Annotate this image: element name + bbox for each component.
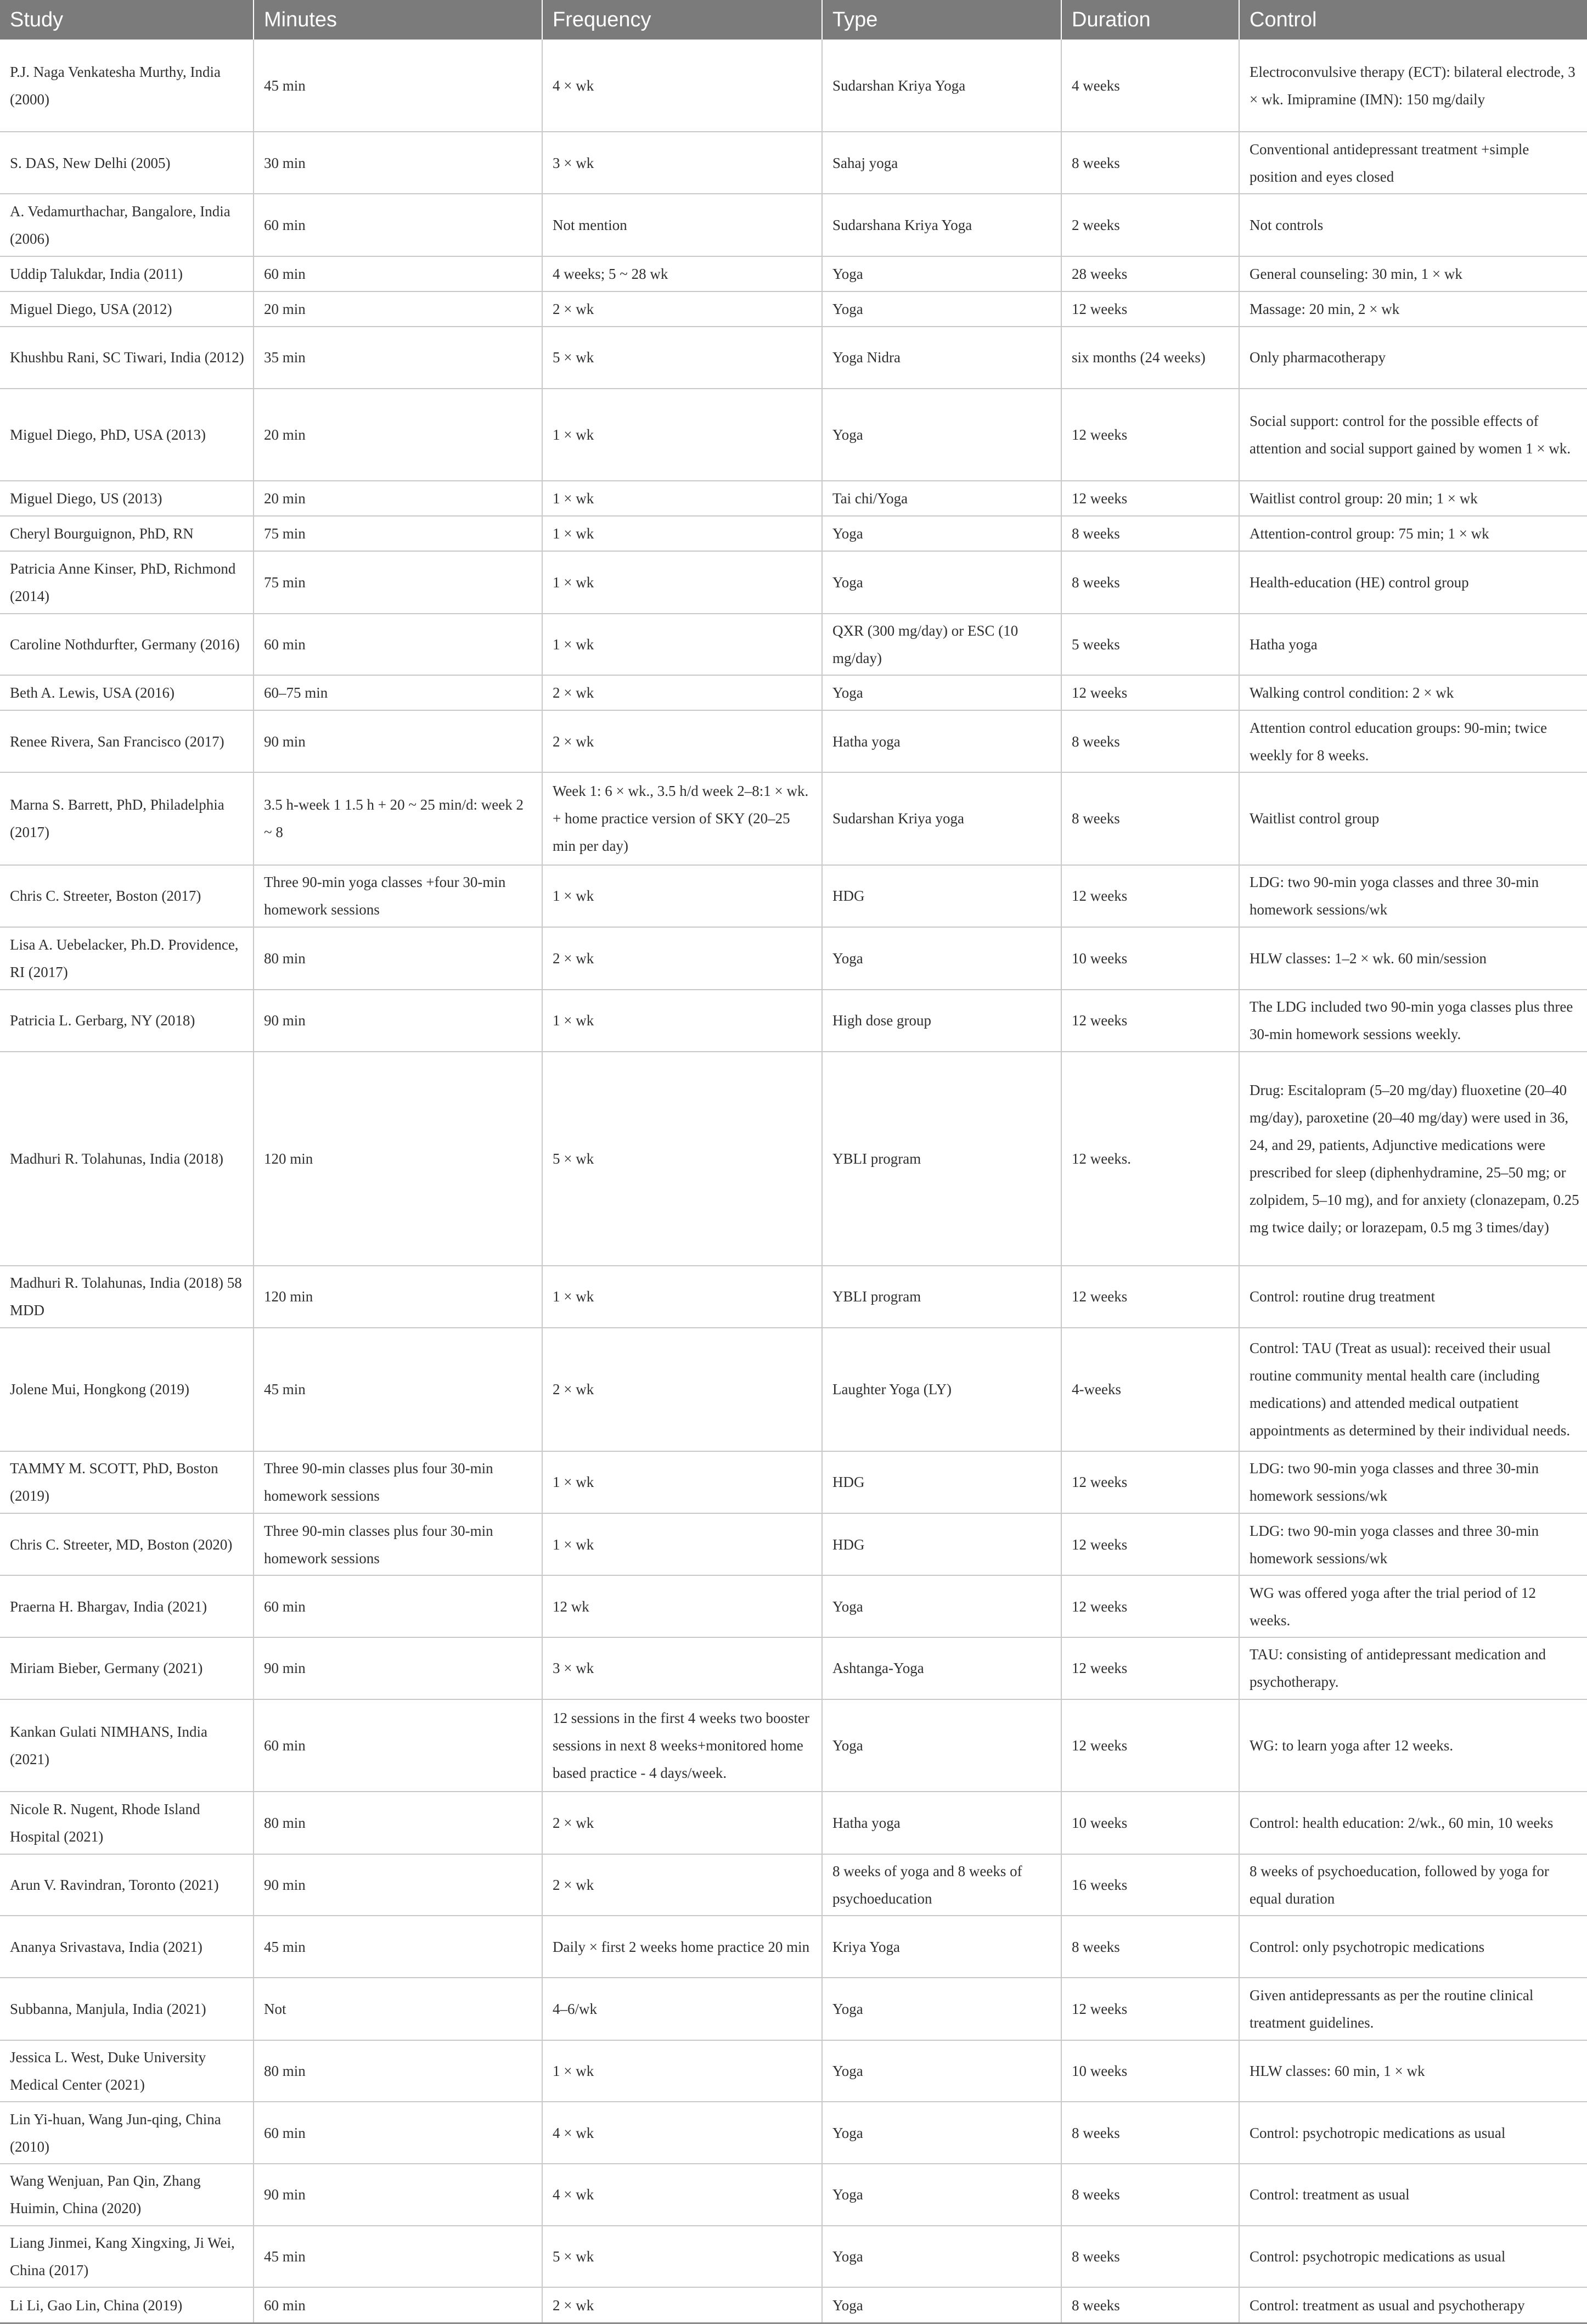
study-cell: Uddip Talukdar, India (2011) [0,256,254,291]
control-cell: The LDG included two 90-min yoga classes plus three 30-min homework sessions weekly. [1239,990,1587,1052]
minutes-header: Minutes [254,0,542,40]
table-row [0,389,1587,481]
table-row [0,2164,1587,2226]
duration-cell: 8 weeks [1061,516,1239,551]
study-cell: Beth A. Lewis, USA (2016) [0,675,254,710]
study-cell: Lisa A. Uebelacker, Ph.D. Providence, RI (2017) [0,927,254,990]
frequency-cell: 5 × wk [542,2226,822,2288]
control-cell: Control: only psychotropic medications [1239,1916,1587,1978]
frequency-cell: 1 × wk [542,516,822,551]
study-cell: Madhuri R. Tolahunas, India (2018) [0,1052,254,1266]
control-cell: Control: TAU (Treat as usual): received their usual routine community mental health care (including medications) and attended medical outpatient appointments as determined by their individual needs. [1239,1328,1587,1451]
study-cell: Patricia Anne Kinser, PhD, Richmond (2014) [0,551,254,614]
study-cell: Renee Rivera, San Francisco (2017) [0,710,254,772]
study-cell: Kankan Gulati NIMHANS, India (2021) [0,1699,254,1792]
control-cell: Massage: 20 min, 2 × wk [1239,291,1587,327]
frequency-cell: 1 × wk [542,2040,822,2102]
duration-cell: 12 weeks [1061,389,1239,481]
duration-cell: 8 weeks [1061,2164,1239,2226]
type-cell: Sudarshan Kriya Yoga [822,40,1061,132]
type-cell: QXR (300 mg/day) or ESC (10 mg/day) [822,614,1061,676]
control-cell: Control: treatment as usual [1239,2164,1587,2226]
table-row [0,194,1587,256]
control-cell: Control: treatment as usual and psychotherapy [1239,2287,1587,2323]
study-cell: Liang Jinmei, Kang Xingxing, Ji Wei, China (2017) [0,2226,254,2288]
minutes-cell: 80 min [254,1792,542,1854]
frequency-cell: 4–6/wk [542,1978,822,2040]
duration-cell: 8 weeks [1061,2226,1239,2288]
table-row [0,1513,1587,1576]
type-cell: HDG [822,1451,1061,1513]
minutes-cell: 60 min [254,194,542,256]
frequency-cell: 2 × wk [542,291,822,327]
table-row [0,40,1587,132]
study-cell: Miguel Diego, PhD, USA (2013) [0,389,254,481]
frequency-cell: 4 × wk [542,2164,822,2226]
type-cell: Yoga [822,291,1061,327]
minutes-cell: 120 min [254,1266,542,1328]
minutes-cell: 60 min [254,1699,542,1792]
frequency-cell: 5 × wk [542,1052,822,1266]
minutes-cell: 60 min [254,256,542,291]
frequency-cell: Week 1: 6 × wk., 3.5 h/d week 2–8:1 × wk. + home practice version of SKY (20–25 min per day) [542,772,822,865]
type-cell: Yoga [822,1978,1061,2040]
frequency-cell: 1 × wk [542,389,822,481]
type-cell: Yoga [822,927,1061,990]
minutes-cell: 90 min [254,1854,542,1916]
minutes-cell: 45 min [254,40,542,132]
table-row [0,256,1587,291]
duration-cell: 8 weeks [1061,2102,1239,2164]
study-cell: TAMMY M. SCOTT, PhD, Boston (2019) [0,1451,254,1513]
minutes-cell: 20 min [254,389,542,481]
control-cell: Walking control condition: 2 × wk [1239,675,1587,710]
minutes-cell: 80 min [254,927,542,990]
study-cell: Chris C. Streeter, MD, Boston (2020) [0,1513,254,1576]
frequency-cell: 2 × wk [542,1328,822,1451]
table-row [0,865,1587,928]
control-cell: Given antidepressants as per the routine clinical treatment guidelines. [1239,1978,1587,2040]
study-cell: Jessica L. West, Duke University Medical Center (2021) [0,2040,254,2102]
control-cell: Health-education (HE) control group [1239,551,1587,614]
duration-cell: 12 weeks [1061,1513,1239,1576]
type-cell: Ashtanga-Yoga [822,1637,1061,1699]
type-cell: Yoga [822,389,1061,481]
duration-cell: 8 weeks [1061,2287,1239,2323]
type-cell: Hatha yoga [822,1792,1061,1854]
type-cell: Sahaj yoga [822,132,1061,194]
study-cell: Miguel Diego, USA (2012) [0,291,254,327]
frequency-cell: 1 × wk [542,990,822,1052]
duration-cell: 4 weeks [1061,40,1239,132]
frequency-cell: 1 × wk [542,865,822,928]
table-row [0,551,1587,614]
type-cell: Yoga [822,2164,1061,2226]
control-header: Control [1239,0,1587,40]
type-cell: 8 weeks of yoga and 8 weeks of psychoeducation [822,1854,1061,1916]
study-cell: Miriam Bieber, Germany (2021) [0,1637,254,1699]
control-cell: 8 weeks of psychoeducation, followed by yoga for equal duration [1239,1854,1587,1916]
minutes-cell: Three 90-min yoga classes +four 30-min homework sessions [254,865,542,928]
control-cell: Attention control education groups: 90-min; twice weekly for 8 weeks. [1239,710,1587,772]
duration-cell: 10 weeks [1061,927,1239,990]
duration-cell: 12 weeks [1061,675,1239,710]
control-cell: WG: to learn yoga after 12 weeks. [1239,1699,1587,1792]
table-row [0,1052,1587,1266]
duration-cell: 12 weeks [1061,481,1239,516]
study-cell: Ananya Srivastava, India (2021) [0,1916,254,1978]
study-cell: Nicole R. Nugent, Rhode Island Hospital (2021) [0,1792,254,1854]
table-row [0,675,1587,710]
minutes-cell: 80 min [254,2040,542,2102]
type-cell: Yoga [822,675,1061,710]
type-cell: High dose group [822,990,1061,1052]
minutes-cell: 90 min [254,990,542,1052]
table-row [0,2287,1587,2323]
minutes-cell: 90 min [254,2164,542,2226]
minutes-cell: Not [254,1978,542,2040]
frequency-cell: 1 × wk [542,481,822,516]
duration-cell: 12 weeks [1061,1266,1239,1328]
type-cell: YBLI program [822,1052,1061,1266]
frequency-cell: 2 × wk [542,675,822,710]
control-cell: Hatha yoga [1239,614,1587,676]
type-cell: Laughter Yoga (LY) [822,1328,1061,1451]
type-cell: Sudarshana Kriya Yoga [822,194,1061,256]
control-cell: HLW classes: 1–2 × wk. 60 min/session [1239,927,1587,990]
duration-cell: 2 weeks [1061,194,1239,256]
study-cell: P.J. Naga Venkatesha Murthy, India (2000) [0,40,254,132]
study-cell: Jolene Mui, Hongkong (2019) [0,1328,254,1451]
study-cell: A. Vedamurthachar, Bangalore, India (2006) [0,194,254,256]
study-cell: Marna S. Barrett, PhD, Philadelphia (2017) [0,772,254,865]
frequency-cell: Daily × first 2 weeks home practice 20 min [542,1916,822,1978]
study-header: Study [0,0,254,40]
minutes-cell: 60 min [254,614,542,676]
study-cell: S. DAS, New Delhi (2005) [0,132,254,194]
table-row [0,516,1587,551]
type-cell: Yoga [822,1699,1061,1792]
frequency-cell: 4 × wk [542,40,822,132]
control-cell: Social support: control for the possible effects of attention and social support gained by women 1 × wk. [1239,389,1587,481]
table-row [0,1266,1587,1328]
table-row [0,710,1587,772]
frequency-cell: 1 × wk [542,1266,822,1328]
control-cell: TAU: consisting of antidepressant medication and psychotherapy. [1239,1637,1587,1699]
duration-cell: six months (24 weeks) [1061,327,1239,389]
type-cell: HDG [822,865,1061,928]
control-cell: Conventional antidepressant treatment +simple position and eyes closed [1239,132,1587,194]
minutes-cell: 75 min [254,516,542,551]
duration-cell: 5 weeks [1061,614,1239,676]
table-row [0,132,1587,194]
frequency-cell: 2 × wk [542,2287,822,2323]
duration-header: Duration [1061,0,1239,40]
control-cell: HLW classes: 60 min, 1 × wk [1239,2040,1587,2102]
duration-cell: 28 weeks [1061,256,1239,291]
table-row [0,1575,1587,1637]
study-cell: Patricia L. Gerbarg, NY (2018) [0,990,254,1052]
type-cell: Hatha yoga [822,710,1061,772]
type-cell: Yoga Nidra [822,327,1061,389]
frequency-cell: 3 × wk [542,1637,822,1699]
control-cell: WG was offered yoga after the trial period of 12 weeks. [1239,1575,1587,1637]
frequency-cell: 2 × wk [542,927,822,990]
type-cell: Yoga [822,516,1061,551]
minutes-cell: 45 min [254,1328,542,1451]
type-cell: Yoga [822,2287,1061,2323]
table-row [0,1978,1587,2040]
minutes-cell: 20 min [254,291,542,327]
control-cell: Drug: Escitalopram (5–20 mg/day) fluoxetine (20–40 mg/day), paroxetine (20–40 mg/day) were used in 36, 24, and 29, patients, Adjunctive medications were prescribed for sleep (diphenhydramine, 25–50 mg; or zolpidem, 5–10 mg), and for anxiety (clonazepam, 0.25 mg twice daily; or lorazepam, 0.5 mg 3 times/day) [1239,1052,1587,1266]
table-row [0,1792,1587,1854]
frequency-cell: 12 wk [542,1575,822,1637]
type-cell: Yoga [822,1575,1061,1637]
table-row [0,1451,1587,1513]
type-cell: Yoga [822,2040,1061,2102]
control-cell: Control: psychotropic medications as usual [1239,2226,1587,2288]
duration-cell: 16 weeks [1061,1854,1239,1916]
frequency-cell: 1 × wk [542,1513,822,1576]
table-row [0,291,1587,327]
type-cell: Tai chi/Yoga [822,481,1061,516]
minutes-cell: 30 min [254,132,542,194]
duration-cell: 12 weeks [1061,1451,1239,1513]
control-cell: Electroconvulsive therapy (ECT): bilateral electrode, 3 × wk. Imipramine (IMN): 150 mg/daily [1239,40,1587,132]
minutes-cell: 90 min [254,710,542,772]
duration-cell: 12 weeks [1061,990,1239,1052]
duration-cell: 12 weeks [1061,1699,1239,1792]
duration-cell: 12 weeks [1061,291,1239,327]
table-row [0,1699,1587,1792]
study-cell: Wang Wenjuan, Pan Qin, Zhang Huimin, China (2020) [0,2164,254,2226]
table-body [0,40,1587,2323]
duration-cell: 12 weeks [1061,1575,1239,1637]
minutes-cell: 60 min [254,2102,542,2164]
type-cell: YBLI program [822,1266,1061,1328]
control-cell: Waitlist control group: 20 min; 1 × wk [1239,481,1587,516]
study-cell: Li Li, Gao Lin, China (2019) [0,2287,254,2323]
frequency-cell: Not mention [542,194,822,256]
minutes-cell: 3.5 h-week 1 1.5 h + 20 ~ 25 min/d: week 2 ~ 8 [254,772,542,865]
control-cell: Control: health education: 2/wk., 60 min, 10 weeks [1239,1792,1587,1854]
table-row [0,1328,1587,1451]
type-cell: HDG [822,1513,1061,1576]
table-row [0,1637,1587,1699]
frequency-cell: 4 weeks; 5 ~ 28 wk [542,256,822,291]
duration-cell: 4-weeks [1061,1328,1239,1451]
frequency-cell: 2 × wk [542,1854,822,1916]
control-cell: LDG: two 90-min yoga classes and three 30-min homework sessions/wk [1239,1513,1587,1576]
study-cell: Subbanna, Manjula, India (2021) [0,1978,254,2040]
study-cell: Madhuri R. Tolahunas, India (2018) 58 MDD [0,1266,254,1328]
table-row [0,481,1587,516]
control-cell: Not controls [1239,194,1587,256]
control-cell: General counseling: 30 min, 1 × wk [1239,256,1587,291]
table-row [0,2102,1587,2164]
duration-cell: 8 weeks [1061,710,1239,772]
table-row [0,327,1587,389]
study-cell: Lin Yi-huan, Wang Jun-qing, China (2010) [0,2102,254,2164]
minutes-cell: 35 min [254,327,542,389]
table-row [0,1916,1587,1978]
minutes-cell: 60 min [254,2287,542,2323]
type-cell: Kriya Yoga [822,1916,1061,1978]
minutes-cell: Three 90-min classes plus four 30-min homework sessions [254,1451,542,1513]
frequency-cell: 12 sessions in the first 4 weeks two booster sessions in next 8 weeks+monitored home based practice - 4 days/week. [542,1699,822,1792]
duration-cell: 8 weeks [1061,772,1239,865]
minutes-cell: 60–75 min [254,675,542,710]
duration-cell: 10 weeks [1061,2040,1239,2102]
header-row [0,0,1587,40]
duration-cell: 8 weeks [1061,132,1239,194]
table-row [0,1854,1587,1916]
frequency-cell: 1 × wk [542,551,822,614]
frequency-cell: 1 × wk [542,1451,822,1513]
type-cell: Yoga [822,2102,1061,2164]
control-cell: Only pharmacotherapy [1239,327,1587,389]
table-row [0,2226,1587,2288]
type-cell: Yoga [822,256,1061,291]
duration-cell: 12 weeks. [1061,1052,1239,1266]
type-cell: Yoga [822,551,1061,614]
frequency-cell: 2 × wk [542,1792,822,1854]
study-cell: Arun V. Ravindran, Toronto (2021) [0,1854,254,1916]
type-cell: Yoga [822,2226,1061,2288]
frequency-cell: 4 × wk [542,2102,822,2164]
minutes-cell: 90 min [254,1637,542,1699]
duration-cell: 8 weeks [1061,1916,1239,1978]
study-cell: Khushbu Rani, SC Tiwari, India (2012) [0,327,254,389]
table-header [0,0,1587,40]
control-cell: Control: routine drug treatment [1239,1266,1587,1328]
minutes-cell: 20 min [254,481,542,516]
table-row [0,990,1587,1052]
control-cell: Attention-control group: 75 min; 1 × wk [1239,516,1587,551]
control-cell: Control: psychotropic medications as usual [1239,2102,1587,2164]
control-cell: LDG: two 90-min yoga classes and three 30-min homework sessions/wk [1239,1451,1587,1513]
duration-cell: 12 weeks [1061,865,1239,928]
control-cell: Waitlist control group [1239,772,1587,865]
duration-cell: 8 weeks [1061,551,1239,614]
frequency-cell: 1 × wk [542,614,822,676]
table-row [0,772,1587,865]
table-row [0,927,1587,990]
type-cell: Sudarshan Kriya yoga [822,772,1061,865]
frequency-cell: 3 × wk [542,132,822,194]
control-cell: LDG: two 90-min yoga classes and three 30-min homework sessions/wk [1239,865,1587,928]
frequency-header: Frequency [542,0,822,40]
duration-cell: 12 weeks [1061,1978,1239,2040]
minutes-cell: 75 min [254,551,542,614]
frequency-cell: 5 × wk [542,327,822,389]
study-cell: Praerna H. Bhargav, India (2021) [0,1575,254,1637]
table-row [0,2040,1587,2102]
duration-cell: 12 weeks [1061,1637,1239,1699]
minutes-cell: 60 min [254,1575,542,1637]
minutes-cell: 120 min [254,1052,542,1266]
minutes-cell: 45 min [254,1916,542,1978]
table-row [0,614,1587,676]
duration-cell: 10 weeks [1061,1792,1239,1854]
study-cell: Chris C. Streeter, Boston (2017) [0,865,254,928]
study-cell: Miguel Diego, US (2013) [0,481,254,516]
minutes-cell: 45 min [254,2226,542,2288]
study-cell: Cheryl Bourguignon, PhD, RN [0,516,254,551]
type-header: Type [822,0,1061,40]
study-cell: Caroline Nothdurfter, Germany (2016) [0,614,254,676]
minutes-cell: Three 90-min classes plus four 30-min homework sessions [254,1513,542,1576]
frequency-cell: 2 × wk [542,710,822,772]
